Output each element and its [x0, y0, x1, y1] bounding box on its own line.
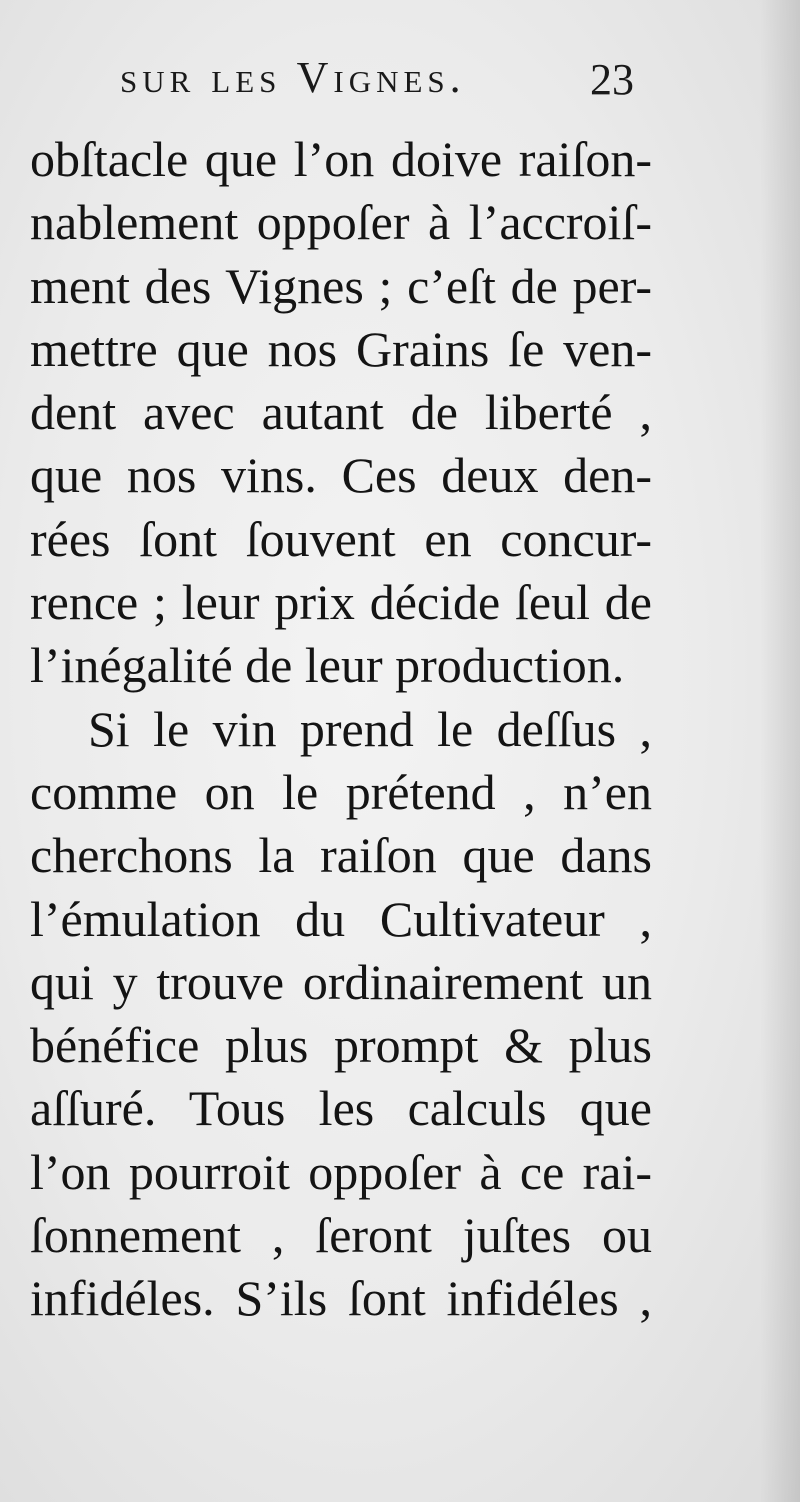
text-line: rence ; leur prix décide ſeul de — [30, 574, 652, 631]
text-line: nablement oppoſer à l’accroiſ- — [30, 194, 652, 251]
page-edge-shadow — [760, 0, 800, 1502]
text-line: comme on le prétend , n’en — [30, 763, 652, 820]
page-header — [0, 52, 800, 112]
text-line: dent avec autant de liberté , — [30, 384, 652, 441]
text-line: qui y trouve ordinairement un — [30, 953, 652, 1010]
text-line: mettre que nos Grains ſe ven- — [30, 320, 652, 377]
text-line: bénéfice plus prompt & plus — [30, 1017, 652, 1074]
text-line: ment des Vignes ; c’eſt de per- — [30, 257, 652, 314]
text-line: l’émulation du Cultivateur , — [30, 890, 652, 947]
text-line: cherchons la raiſon que dans — [30, 827, 652, 884]
running-title: sur les Vignes. — [120, 53, 466, 102]
text-line: l’inégalité de leur production. — [30, 637, 625, 694]
text-line: obſtacle que l’on doive raiſon- — [30, 131, 652, 187]
body-text — [30, 128, 652, 1331]
text-line: rées ſont ſouvent en concur- — [30, 510, 652, 567]
text-line: l’on pourroit oppoſer à ce rai- — [30, 1143, 652, 1200]
text-line: ſonnement , ſeront juſtes ou — [30, 1207, 652, 1264]
page-number: 23 — [590, 55, 634, 104]
text-line: aſſuré. Tous les calculs que — [30, 1080, 652, 1137]
text-line: Si le vin prend le deſſus , — [88, 700, 652, 757]
paragraph-1 — [30, 128, 652, 698]
paragraph-2 — [30, 698, 652, 1331]
text-line: infidéles. S’ils ſont infidéles , — [30, 1270, 652, 1327]
text-line: que nos vins. Ces deux den- — [30, 447, 652, 504]
